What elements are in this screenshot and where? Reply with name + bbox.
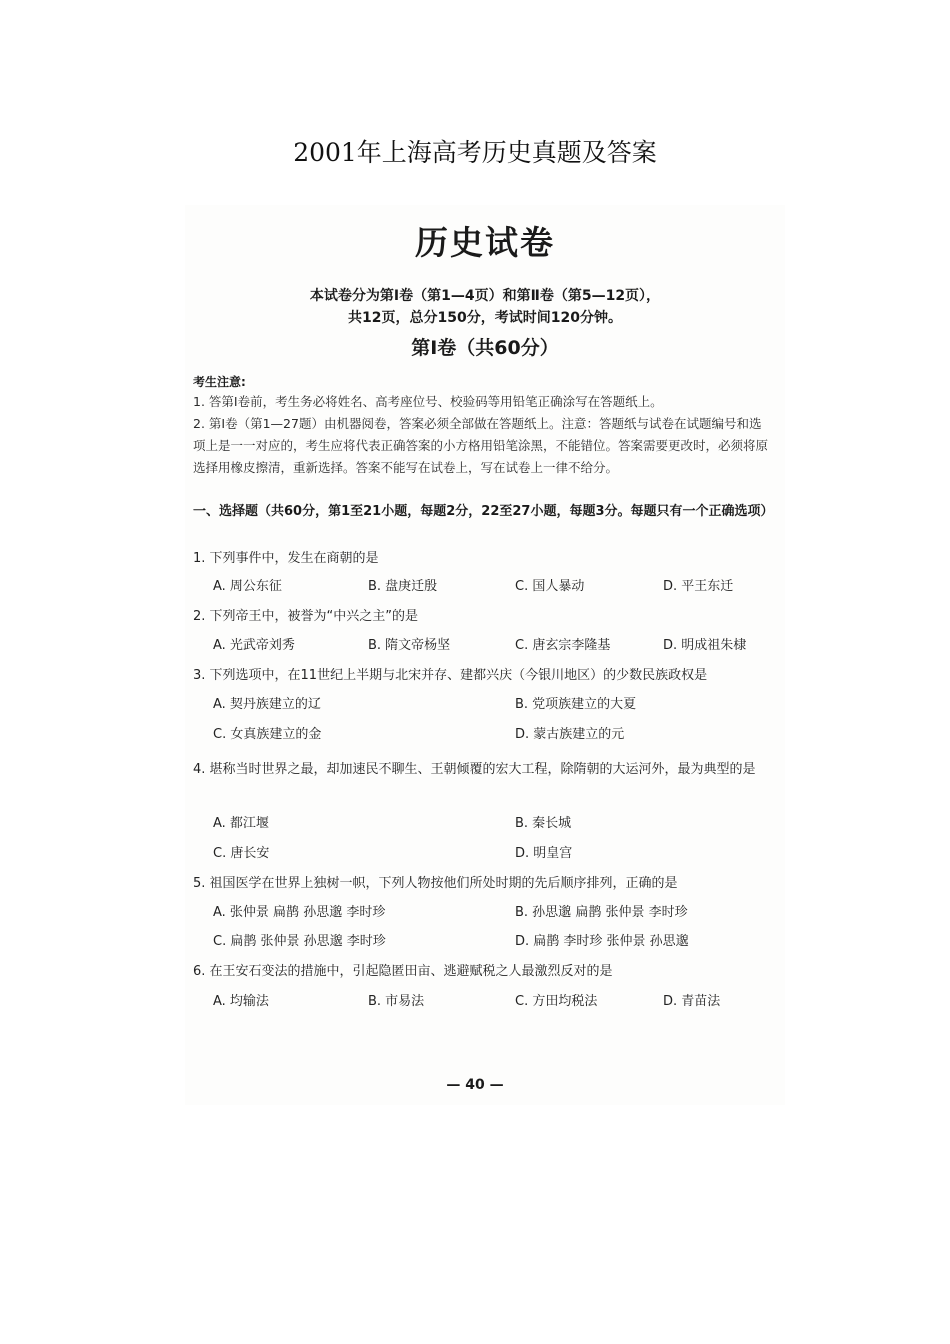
notice-item-2: 2. 第Ⅰ卷（第1—27题）由机器阅卷，答案必须全部做在答题纸上。注意：答题纸与试卷在试题编号和选项上是一一对应的，考生应将代表正确答案的小方格用铅笔涂黑，不能错位。答案需要更改时，必须将原选择用橡皮擦清，重新选择。答案不能写在试卷上，写在试卷上一律不给分。 [193,416,769,475]
question-2-option-d: D. 明成祖朱棣 [663,638,747,653]
question-3-option-b: B. 党项族建立的大夏 [515,697,637,712]
page-number: — 40 — [446,1077,504,1093]
paper-title: 历史试卷 [415,223,555,262]
question-2-option-a: A. 光武帝刘秀 [213,638,295,653]
paper-meta-line2: 共12页，总分150分，考试时间120分钟。 [348,310,622,326]
question-4-option-a: A. 都江堰 [213,816,269,831]
question-6-option-d: D. 青苗法 [663,994,721,1009]
question-4-stem: 4. 堪称当时世界之最，却加速民不聊生、王朝倾覆的宏大工程，除隋朝的大运河外，最为典型的是 [193,762,756,777]
question-3-option-c: C. 女真族建立的金 [213,727,322,742]
question-6-stem: 6. 在王安石变法的措施中，引起隐匿田亩、逃避赋税之人最激烈反对的是 [193,964,613,979]
section-heading: 一、选择题（共60分，第1至21小题，每题2分，22至27小题，每题3分。每题只有一个正确选项） [193,504,774,519]
question-4-option-c: C. 唐长安 [213,846,270,861]
question-3-option-a: A. 契丹族建立的辽 [213,697,321,712]
scanned-exam-page [185,205,785,1105]
volume-title: 第Ⅰ卷（共60分） [411,337,559,359]
notice-heading: 考生注意: [193,375,246,389]
question-1-option-c: C. 国人暴动 [515,579,585,594]
question-6-option-a: A. 均输法 [213,994,269,1009]
question-4-option-b: B. 秦长城 [515,816,572,831]
question-1-stem: 1. 下列事件中，发生在商朝的是 [193,551,379,566]
question-6-option-c: C. 方田均税法 [515,994,598,1009]
question-6-option-b: B. 市易法 [368,994,425,1009]
question-5-stem: 5. 祖国医学在世界上独树一帜，下列人物按他们所处时期的先后顺序排列，正确的是 [193,876,678,891]
question-1-option-d: D. 平王东迁 [663,579,734,594]
question-5-option-d: D. 扁鹊 李时珍 张仲景 孙思邈 [515,934,689,949]
question-1-option-b: B. 盘庚迁殷 [368,579,438,594]
question-3-stem: 3. 下列选项中，在11世纪上半期与北宋并存、建都兴庆（今银川地区）的少数民族政权是 [193,668,708,683]
question-5-option-c: C. 扁鹊 张仲景 孙思邈 李时珍 [213,934,386,949]
question-1-option-a: A. 周公东征 [213,579,282,594]
question-2-option-b: B. 隋文帝杨坚 [368,638,451,653]
question-4-option-d: D. 明皇宫 [515,846,573,861]
notice-item-1: 1. 答第Ⅰ卷前，考生务必将姓名、高考座位号、校验码等用铅笔正确涂写在答题纸上。 [193,394,663,409]
question-5-option-a: A. 张仲景 扁鹊 孙思邈 李时珍 [213,905,386,920]
paper-meta-line1: 本试卷分为第Ⅰ卷（第1—4页）和第Ⅱ卷（第5—12页）， [309,288,661,304]
question-5-option-b: B. 孙思邈 扁鹊 张仲景 李时珍 [515,905,688,920]
question-2-stem: 2. 下列帝王中，被誉为“中兴之主”的是 [193,609,419,624]
document-title: 2001年上海高考历史真题及答案 [293,138,657,167]
question-3-option-d: D. 蒙古族建立的元 [515,727,625,742]
question-2-option-c: C. 唐玄宗李隆基 [515,638,611,653]
